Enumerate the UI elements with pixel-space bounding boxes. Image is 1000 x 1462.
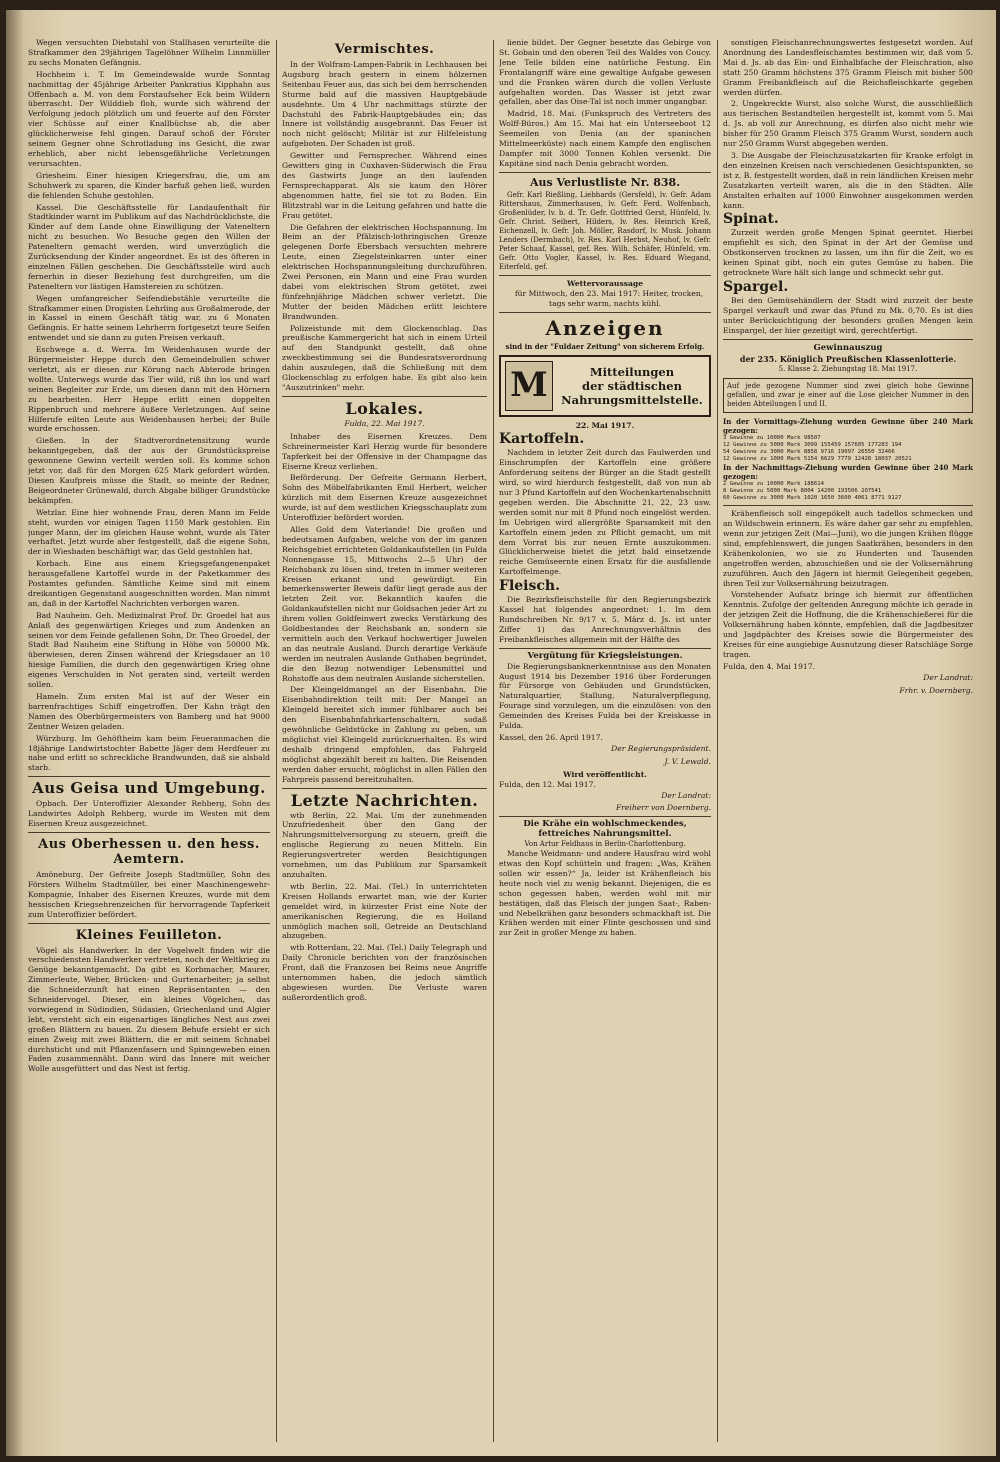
divider [723,505,973,506]
column-rule [717,40,718,1442]
news-paragraph: wtb Berlin, 22. Mai. (Tel.) In unterrichteten Kreisen Hollands erwartet man, wie der Kurier gemeldet wird, in kürzester Frist eine Note der amerikanischen Regierung, die es Holland unmöglich machen soll, Getreide an Deutschland abzugeben. [282,881,487,941]
column-3 [499,38,711,1442]
behoerde-date: Fulda, den 4. Mai 1917. [723,661,816,671]
news-paragraph: Eschwege a. d. Werra. Im Weidenhausen wurde der Bürgermeister Heppe durch den Gemeindebullen schwer verletzt, als er diesen zur Körung nach Abterode bringen wollte. Unterwegs wurde das Tier wild, riß ihn los und warf seinen Begleiter zur Erde, um diesen dann mit den Hörnern zu bearbeiten. Herr Heppe erlitt einen doppelten Rippenbruch und mehrere äußere Verletzungen. Auf seine Hilferufe eilten Leute aus Weidenhausen herbei; der Bulle wurde erschossen. [28,345,270,434]
lotto-subtitle: 5. Klasse 2. Ziehungstag 18. Mai 1917. [778,364,918,373]
feuilleton-text: Vögel als Handwerker. In der Vogelwelt finden wir die verschiedensten Handwerker vertreten, noch der Weltkrieg zu Genüge bekanntgemacht. Da gibt es Korbmacher, Maurer, Zimmerleute, Weber, Brücken- und Gurtenarbeiter; ja selbst die Schneiderzunft hat einen Repräsentanten — den Schneidervogel. Dieser, ein kleines Vögelchen, das vorwiegend in Südindien, Südasien, Griechenland und Algier lebt, versteht sich ein eigenartiges längliches Nest aus zwei großen Blättern zu bauen. Zu diesem Behufe ersieht er sich einen Zweig mit zwei Blättern, die er mit seinem Schnabel durchsticht und mit Pflanzenfasern und Spinngeweben einen Faden zusammennäht. Dann wird das Innere mit weicher Wolle ausgefüttert und das Nest ist fertig. [28,945,270,1074]
news-paragraph: Hochheim i. T. Im Gemeindewalde wurde Sonntag nachmittag der 45jährige Arbeiter Pankratius Kipphahn aus Offenbach a. M. von dem Forstaufseher Eck beim Wildern überrascht. Der Wilddieb floh, wurde sich während der Verfolgung jedoch plötzlich um und feuerte auf den Förster vier Schüsse auf einer Knallbüchse ab, die aber glücklicherweise fehl gingen. Darauf schoß der Förster seinem Gegner ohne Schrotladung ins Gesicht, die zwar erheblich, aber nicht lebensgefährliche Verletzungen verursachten. [28,69,270,168]
war-report-intro: lienie bildet. Der Gegner besetzte das Gebirge von St. Gobain und den oberen Teil des Waldes von Coucy. Jene Teile bilden eine natürliche Festung. Ein Frontalangriff wäre eine gewaltige Aufgabe gewesen und die Franken wären durch die vollen Verluste aufgehalten worden. Das Wasser ist jetzt zwar gefallen, aber das Oise-Tal ist noch immer ungangbar. [499,38,711,107]
lotto-note: Auf jede gezogene Nummer sind zwei gleich hohe Gewinne gefallen, und zwar je einer auf die Lose gleicher Nummer in den beiden Abteilungen I und II. [723,378,973,413]
banner-title [559,365,705,407]
oberhessen-text: Amöneburg. Der Gefreite Joseph Stadtmüller, Sohn des Försters Wilhelm Stadtmüller, bei einer Maschinengewehr-Kompagnie, Inhaber des Eisernen Kreuzes, wurde mit dem hessischen Kriegsehrenzeichen für hervorragende Tapferkeit zum Unteroffizier befördert. [28,869,270,919]
lotto-heading: Gewinnauszug [813,342,883,353]
divider [499,172,711,173]
regierungspraesident-label: Der Regierungspräsident. [611,743,711,753]
kraehe-text: Manche Weidmann- und andere Hausfrau wird wohl etwas den Kopf schütteln und fragen: „Was, Krähen sollen wir essen?“ Ja, leider ist Krähenfleisch bis heute noch viel zu wenig bekannt. Diejenigen, die es schon gegessen haben, werden wohl mit mir bestätigen, daß das Fleisch der jungen Saat-, Raben- und Nebelkrähen ganz besonders schmackhaft ist. Die Krähen werden mit einer Flinte geschossen und sind zur Zeit in großer Menge zu haben. [499,849,711,938]
kartoffeln-heading: Kartoffeln. [499,431,585,448]
news-paragraph: Inhaber des Eisernen Kreuzes. Dem Schreinermeister Karl Herzig wurde für besondere Tapferkeit bei der Offensive in der Champagne das Eiserne Kreuz verliehen. [282,431,487,471]
vermischtes-heading: Vermischtes. [334,42,435,57]
landrat-name: Freiherr von Doernberg. [616,803,711,813]
divider [499,275,711,276]
column-4 [723,38,973,1442]
binding-shadow [6,10,24,1456]
zusatzkarten-rule: 3. Die Ausgabe der Fleischzusatzkarten für Kranke erfolgt in den einzelnen Kreisen nach verschiedenen Gesichtspunkten, so ist z. B. festgestellt worden, daß in rein ländlichen Kreisen mehr Zusatzkarten verteilt waren, als die in den Städten. Alle Anstalten erhalten auf 1000 Einwohner ausgekommen werden kann. [723,150,973,210]
news-paragraph: In der Wolfram-Lampen-Fabrik in Lechhausen bei Augsburg brach gestern in einem hölzernen Seitenbau Feuer aus, das sich bei dem herrschenden Sturme bald auf die massiven Hauptgebäude ausdehnte. Um 4 Uhr nachmittags stürzte der Dachstuhl des Fabrik-Hauptgebäudes ein; das Innere ist vollständig ausgebrannt. Das Feuer ist noch nicht gelöscht; Militär ist zur Hilfeleistung aufgeboten. Der Schaden ist groß. [282,60,487,149]
news-paragraph: Wegen versuchten Diebstahl von Stallhasen verurteilte die Strafkammer den 29jährigen Tagelöhner Wilhelm Linnmüller zu sechs Monaten Gefängnis. [28,38,270,67]
lotto-row: 54 Gewinne zu 3000 Mark 8858 9716 19097 26550 32466 [723,448,895,455]
fleisch-heading: Fleisch. [499,578,560,595]
lotto-row: 2 Gewinne zu 10000 Mark 188614 [723,480,825,487]
verguetung-text: Die Regierungsbanknerkenntnisse aus den Monaten August 1914 bis Dezember 1916 über Forderungen für Fürsorge von Gebäuden und Grundstücken, Naturalquartier, Stallung, Naturalverpflegung, Fourage sind vorzulegen, um die einzulösen: von den Gemeinden des Kreises Fulda bei der Kreiskasse in Fulda. [499,661,711,731]
divider [282,396,487,397]
fleisch-text: Die Bezirksfleischstelle für den Regierungsbezirk Kassel hat folgendes angeordnet: 1. Im dem Rundschreiben Nr. 9/17 v. 5. März d. Js. ist unter Ziffer 1) das Anrechnungsverhältnis des Freibankfleisches allgemein mit der Hälfte des [499,595,711,644]
column-1 [28,38,270,1442]
oberhessen-heading: Aus Oberhessen u. den hess. Aemtern. [38,836,260,867]
lotto-title: der 235. Königlich Preußischen Klassenlotterie. [739,353,957,364]
divider [28,923,270,924]
behoerde-text: Vorstehender Aufsatz bringe ich hiermit zur öffentlichen Kenntnis. Zufolge der geltenden Anregung möchte ich gerade in der jetzigen Zeit die Hoffnung, die die Krähenschießerei für die Volksernährung haben könnte, empfehlen, daß die Jagdbesitzer und Jagdpächter des Kreises sowie die Bürgermeister des Kreises für eine ausgiebige Ausnutzung dieser Ratschläge Sorge tragen. [723,590,973,659]
column-rule [276,40,277,1442]
verguetung-date: Kassel, den 26. April 1917. [499,732,603,742]
lokales-articles [282,432,487,785]
banner-line-2: der städtischen [582,378,682,393]
banner-line-1: Mitteilungen [589,364,675,379]
veroeffentlicht-date: Fulda, den 12. Mai 1917. [499,779,596,789]
news-paragraph: Der Kleingeldmangel an der Eisenbahn. Die Eisenbahndirektion teilt mit: Der Mangel an Kleingeld bereitet sich immer fühlbarer auch bei den Eisenbahnfahrkartenschaltern, sodaß gewöhnliche Geldstücke in Zahlung zu geben, um möglichst viel Kleingeld zurückzuerhalten. Es wird deshalb dringend empfohlen, das Fahrgeld möglichst abgezählt bereit zu halten. Die Reisenden werden daher ersucht, möglichst in allen Fällen den Fahrpreis passend bereitzuhalten. [282,685,487,784]
news-paragraph: Wetzlar. Eine hier wohnende Frau, deren Mann im Felde steht, wurden vor einigen Tagen 1150 Mark gestohlen. Ein junger Mann, der im gleichen Hause wohnt, wurde als Täter verhaftet. Jetzt wurde aber festgestellt, daß die eigene Sohn, der in Wiesbaden beschäftigt war, das Geld gestohlen hat. [28,507,270,557]
ornamental-initial-logo: M [505,361,553,411]
news-paragraph: wtb Berlin, 22. Mai. Um der zunehmenden Unzufriedenheit über den Gang der Nahrungsmittelversorgung zu steuern, greift die englische Regierung zu neuen Mitteln. Ein Regierungsvertreter werden Besichtigungen vornehmen, um das Publikum zur Sparsamkeit anzuhalten. [282,810,487,879]
weather-heading: Wettervoraussage [566,278,644,288]
lokales-date: Fulda, 22. Mai 1917. [344,418,425,428]
anzeigen-heading: Anzeigen [545,315,665,340]
news-paragraph: Die Gefahren der elektrischen Hochspannung. Im Beim an der Pfälzisch-lothringischen Grenze gelegenen Dorfe Ebersbach versuchten mehrere Leute, einen Ziegelsteinkarren unter einer elektrischen Hochspannungsleitung durchzuführen. Zwei Personen, ein Mann und eine Frau wurden dabei vom elektrischen Strom getötet, zwei fünfzehnjährige Mädchen schwer verletzt. Die Mutter der beiden Mädchen erlitt leichtere Brandwunden. [282,222,487,321]
kraehe-continued: Krähenfleisch soll eingepökelt auch tadellos schmecken und an Wildschwein erinnern. Es wäre daher gar sehr zu empfehlen, wenn zur jetzigen Zeit (Mai—Juni), wo die jungen Krähen flügge sind, empfehlenswert, die jungen Saatkrähen, besonders in den Krähenkolonien, wo sie zu Hunderten und Tausenden angetroffen werden, abzuschießen und sie der Volksernährung zuzuführen. Auch den Jägern ist hiermit Gelegenheit gegeben, ihren Teil zur Volksernährung beizutragen. [723,509,973,588]
kartoffeln-text: Nachdem in letzter Zeit durch das Faulwerden und Einschrumpfen der Kartoffeln eine größere Anforderung seitens der Bürger an die Stadt gestellt wird, so wird hierdurch festgestellt, daß von nun ab nur 3 Pfund Kartoffeln auf den Wochenkartenabschnitt gegeben werden. Die Abschnitte 21, 22, 23 usw. werden somit nur mit 8 Pfund noch eingelöst werden. Im Uebrigen wird allergrößte Sparsamkeit mit den Kartoffeln einem jeden zu Pflicht gemacht, um mit dem Vorrat bis zur neuen Ernte auszukommen. Glücklicherweise bietet die jetzt bald einsetzende reiche Gemüseernte einen Ersatz für die ausfallende Kartoffelmenge. [499,448,711,577]
news-paragraph: Griesheim. Einer hiesigen Kriegersfrau, die, um am Schuhwerk zu sparen, die Kinder barfuß gehen ließ, wurden die fehlenden Schuhe gestohlen. [28,170,270,200]
fleisch-continued: sonstigen Fleischanrechnungswertes festgesetzt worden. Auf Anordnung des Landesfleischamtes bestimmen wir, daß vom 5. Mai d. Js. ab das Ein- und Einhalbfache der Fleischration, also statt 250 Gramm höchstens 375 Gramm Fleisch mit bisher 500 Gramm Freibankfleisch auf die Reichsfleischkarte gegeben werden dürfen. [723,38,973,97]
wurst-rule: 2. Ungekreckte Wurst, also solche Wurst, die ausschließlich aus tierischen Bestandteilen hergestellt ist, kommt vom 5. Mai d. Js. ab voll zur Anrechnung, es dürfen also nicht mehr wie bisher für 250 Gramm Fleisch 375 Gramm Wurst, sondern auch nur 250 Gramm Wurst abgegeben werden. [723,99,973,149]
lotto-row: 3 Gewinne zu 10000 Mark 98507 [723,434,821,441]
letzte-nachrichten-heading: Letzte Nachrichten. [290,790,479,810]
behoerde-landrat-name: Frhr. v. Doernberg. [899,685,973,695]
divider [28,776,270,777]
nahrungsmittelstelle-banner [499,355,711,417]
news-paragraph: Beförderung. Der Gefreite Germann Herbert, Sohn des Möbelfabrikanten Emil Herbert, welcher kürzlich mit dem Eisernen Kreuze ausgezeichnet wurde, ist auf dem westlichen Kriegsschauplatz zum Unteroffizier befördert worden. [282,473,487,523]
geisa-heading: Aus Geisa und Umgebung. [32,779,266,798]
vermischtes-articles [282,60,487,393]
regierungspraesident-name: J. V. Lewald. [664,756,711,766]
landrat-label: Der Landrat: [661,790,711,800]
news-paragraph: Würzburg. Im Gehöftheim kam beim Feueranmachen die 18jährige Landwirtstochter Babette Jäger dem Herdfeuer zu nahe und erlitt so schreckliche Brandwunden, daß sie alsbald starb. [28,733,270,773]
news-paragraph: Kassel. Die Geschäftsstelle für Landaufenthalt für Stadtkinder warnt im Publikum auf das Nachdrücklichste, die Kinder auf dem Lande ohne Einwilligung der Vateneltern nicht zu besuchen. Wo Besuche gegen den Willen der Pateneltern gemacht werden, wird unverzüglich die Zurücksendung der Kinder angeordnet. Es ist des öfteren in einzelnen Fällen geschehen. Die Geschäftsstelle wird auch fernerhin in dieser Beziehung fest durchgreifen, um die Pateneltern vor lästigen Hamstereien zu schützen. [28,202,270,291]
column-rule [493,40,494,1442]
banner-line-3: Nahrungsmittelstelle. [561,392,703,407]
verguetung-heading: Vergütung für Kriegsleistungen. [527,650,683,661]
divider [499,312,711,313]
news-paragraph: Gießen. In der Stadtverordnetensitzung wurde bekanntgegeben, daß der aus der Grundstückspreise gewonnene Gewinn verteilt werden soll. Es komme schon jetzt vor, daß für den Morgen 625 Mark gefordert würden. Diesen Kaufpreis müsse die Stadt, so meinte der Redner, Beigeordneter Grünewald, durch Abgabe billiger Grundstücke bekämpfen. [28,436,270,505]
verlustliste-text: Gefr. Karl Rießling, Liebhards (Gersfeld), lv. Gefr. Adam Rittershaus, Zimmerhausen, lv. Gefr. Ferd. Wolfenbach, Großenlüder, lv. b. d. Tr. Gefr. Gottfried Gerst, Hünfeld, lv. Gefr. Christ. Seibert, Hilders, lv. Res. Heinrich Kreß, Eichenzell, lv. Gefr. Joh. Möller, Rasdorf, lv. Musk. Johann Lenders (Dermbach), lv. Res. Karl Herbst, Neuhof, lv. Gefr. Peter Schaaf, Kassel, gef. Res. Wilh. Schäfer, Hünfeld, vm. Gefr. Otto Vogler, Kassel, lv. Res. Eduard Wiegand, Eiterfeld, gef. [499,190,711,271]
divider [499,816,711,817]
newspaper-page [6,10,996,1456]
divider [282,788,487,789]
lotto-numbers-morning [723,435,973,463]
spargel-text: Bei den Gemüsehändlern der Stadt wird zurzeit der beste Spargel verkauft und zwar das Pfund zu Mk. 0,70. Es ist dies unter Berücksichtigung der besonders großen Mengen kein Einspargel, der hier gezeitigt wird, gerechtfertigt. [723,295,973,335]
kraehe-heading: Die Krähe ein wohlschmeckendes, fettreiches Nahrungsmittel. [523,819,687,840]
column-2 [282,38,487,1442]
lotto-numbers-afternoon [723,481,973,502]
spargel-heading: Spargel. [723,278,789,295]
lotto-row: 8 Gewinne zu 5000 Mark 8004 14200 193506 207541 [723,488,882,495]
kraehe-author: Von Artur Feldhaus in Berlin-Charlottenburg. [524,840,686,849]
news-paragraph: Hameln. Zum ersten Mal ist auf der Weser ein barrenfrachtiges Schiff eingetroffen. Der Kahn trägt den Namen des Oberbürgermeisters von Bamberg und hat 9000 Zentner Weizen geladen. [28,692,270,731]
spinat-text: Zurzeit werden große Mengen Spinat geerntet. Hierbei empfiehlt es sich, den Spinat in der Art der Gemüse und Obstkonserven trocknen zu lassen, um ihn für die Zeit, wo es keinen Spinat gibt, noch ein gutes Gemüse zu haben. Die getrocknete Ware hält sich lange und schmeckt sehr gut. [723,228,973,278]
nachmittag-label: In der Nachmittags-Ziehung wurden Gewinne über 240 Mark gezogen: [723,462,973,481]
lotto-row: 60 Gewinne zu 3000 Mark 1020 1650 3600 4061 8771 9127 [723,495,902,502]
verlustliste-heading: Aus Verlustliste Nr. 838. [529,175,681,189]
lotto-row: 12 Gewinne zu 5000 Mark 3099 155459 157605 177283 194 [723,441,902,448]
feuilleton-heading: Kleines Feuilleton. [75,927,223,943]
geisa-text: Opbach. Der Unteroffizier Alexander Rehberg, Sohn des Landwirtes Adolph Rehberg, wurde im Westen mit dem Eisernen Kreuz ausgezeichnet. [28,799,270,829]
lokales-heading: Lokales. [345,398,424,418]
vormittag-label: In der Vormittags-Ziehung wurden Gewinne über 240 Mark gezogen: [723,416,973,435]
news-paragraph: Bad Nauheim. Geh. Medizinalrat Prof. Dr. Groedel hat aus Anlaß des gegenwärtigen Krieges und zum Andenken an seinen vor dem Feinde gefallenen Sohn, Dr. Theo Groedel, der Stadt Bad Nauheim eine Stiftung in Höhe von 50000 Mk. überwiesen, deren Zinsen während der Kriegsdauer an 10 hiesige Familien, die durch den gegenwärtigen Krieg ohne eigenes Verschulden in Not geraten sind, verteilt werden sollen. [28,610,270,690]
behoerde-landrat-label: Der Landrat: [923,672,973,682]
weather-text: für Mittwoch, den 23. Mai 1917: Heiter, trocken, tags sehr warm, nachts kühl. [514,288,704,308]
spinat-heading: Spinat. [723,211,779,228]
news-paragraph: wtb Rotterdam, 22. Mai. (Tel.) Daily Telegraph und Daily Chronicle berichten von der französischen Front, daß die Franzosen bei Reims neue Angriffe unternommen haben, die jedoch sämtlich abgewiesen wurden. Die Verluste waren außerordentlich groß. [282,943,487,1002]
letzte-nachrichten-articles [282,811,487,1003]
news-paragraph: Wegen umfangreicher Seifendiebstähle verurteilte die Strafkammer einen Drogisten Lehrling aus Großalmerode, der in Kassel in einem Geschäft tätig war, zu 6 Monaten Gefängnis. Er hatte seinem Lehrherrn fortgesetzt teure Seifen entwendet und sie dann zu guten Preisen verkauft. [28,293,270,343]
news-paragraph: Korbach. Eine aus einem Kriegsgefangenenpaket herausgefallene Kartoffel wurde in der Paketkammer des Postamtes gefunden. Sämtliche Keime sind mit einem dreikantigen Gegenstand ausgeschnitten worden. Man nimmt an, daß in der Kartoffel Nachrichten verborgen waren. [28,559,270,608]
madrid-report: Madrid, 18. Mai. (Funkspruch des Vertreters des Wolff-Büros.) Am 15. Mai hat ein Unterseeboot 12 Seemeilen von Denia (an der spanischen Mittelmeerküste) nach einem Kampfe den englischen Dampfer mit 3000 Tonnen Kohlen versenkt. Die Kapitäne sind nach Denia gebracht worden. [499,109,711,168]
regional-news [28,38,270,773]
veroeffentlicht-label: Wird veröffentlicht. [563,769,647,779]
anzeigen-subtitle: sind in der "Fuldaer Zeitung" von sicherem Erfolg. [505,341,705,351]
divider [499,648,711,649]
news-paragraph: Alles Gold dem Vaterlande! Die großen und bedeutsamen Aufgaben, welche von der im ganzen Reichsgebiet errichteten Goldankaufstellen (in Fulda Nonnengasse 15, Mittwochs 2—5 Uhr) der Reichsbank zu lösen sind, treten in immer weiteren Kreisen erkannt und gewürdigt. Ein bemerkenswerter Beweis dafür liegt gerade aus der letzten Zeit vor. Bekanntlich kaufen die Goldankaufstellen nicht nur Goldsachen jeder Art zu ihrem vollen Goldfeinwert zwecks Verstärkung des Goldbestandes der Reichsbank an, sondern sie vermitteln auch den Verkauf hochwertiger Juwelen an das neutrale Ausland. Durch derartige Verkäufe werden im neutralen Auslande Guthaben begründet, die den Bezug notwendiger Lebensmittel und Rohstoffe aus dem neutralen Auslande sicherstellen. [282,524,487,683]
divider [28,832,270,833]
lotto-row: 12 Gewinne zu 1000 Mark 5154 6629 7779 12428 18037 20521 [723,455,912,462]
news-paragraph: Polizeistunde mit dem Glockenschlag. Das preußische Kammergericht hat sich in einem Urteil auf den Standpunkt gestellt, daß ohne zweckbestimmung sei die Bundesratsverordnung dahin auszulegen, daß die Schließung mit dem Glockenschlag zu erfolgen habe. Es gibt also kein "Auszutrinken" mehr. [282,323,487,392]
banner-date: 22. Mai 1917. [575,420,635,430]
news-paragraph: Gewitter und Fernsprecher. Während eines Gewitters ging in Cuxhaven-Süderwisch die Frau des Gastwirts Junge an den laufenden Fernsprechapparat. Als sie kaum den Hörer abgenommen hatte, fiel sie tot zu Boden. Ein Blitzstrahl war in die Leitung gefahren und hatte die Frau getötet. [282,151,487,220]
divider [723,339,973,340]
